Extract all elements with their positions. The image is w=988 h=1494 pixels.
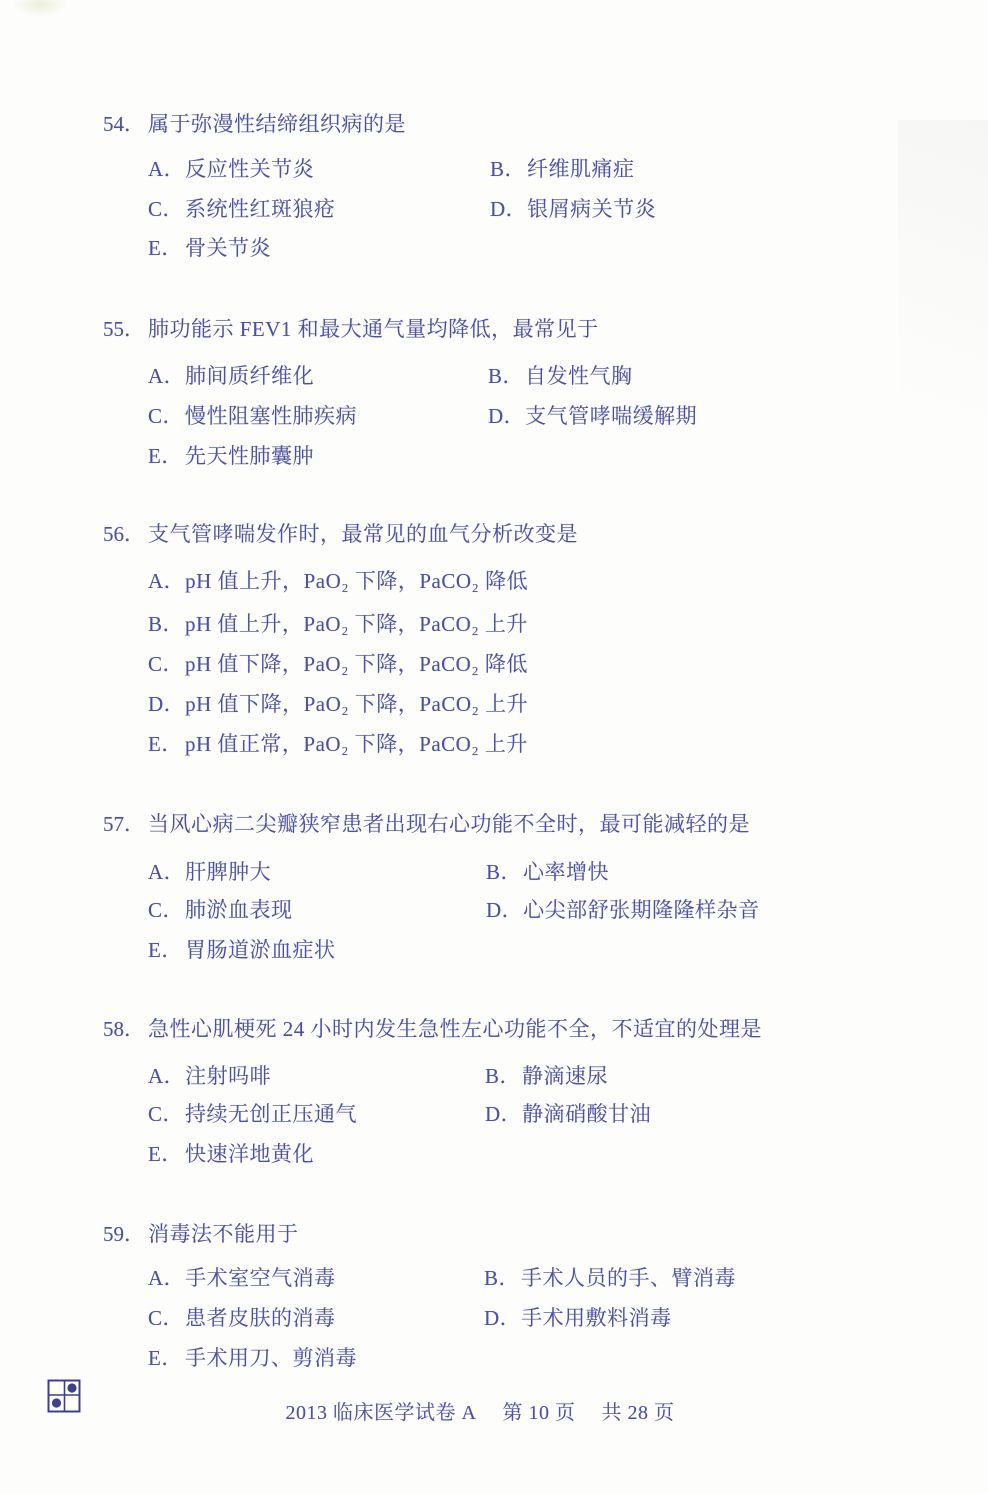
- option-d: [485, 1098, 651, 1128]
- option-label: C．: [148, 1306, 185, 1330]
- option-c: [148, 1302, 336, 1332]
- option-label: A．: [148, 860, 186, 884]
- option-c: [148, 648, 528, 678]
- option-a: [148, 1262, 336, 1292]
- question-stem: 属于弥漫性结缔组织病的是: [148, 112, 406, 136]
- option-text: 心尖部舒张期隆隆样杂音: [523, 898, 760, 922]
- option-d: [484, 1302, 672, 1332]
- option-label: E．: [148, 732, 183, 756]
- option-text: 注射吗啡: [185, 1064, 272, 1088]
- option-text: 肺淤血表现: [185, 898, 293, 922]
- question-stem: 当风心病二尖瓣狭窄患者出现右心功能不全时，最可能减轻的是: [148, 812, 750, 836]
- option-text: 纤维肌痛症: [527, 157, 635, 181]
- option-label: D．: [488, 404, 526, 428]
- option-text: 肝脾肿大: [185, 860, 272, 884]
- question-number: 55．: [103, 317, 145, 341]
- question-stem: 肺功能示 FEV1 和最大通气量均降低，最常见于: [148, 317, 599, 341]
- option-label: B．: [486, 860, 523, 884]
- footer-page-number: 第 10 页: [502, 1402, 576, 1424]
- option-label: D．: [484, 1306, 522, 1330]
- option-text: 先天性肺囊肿: [185, 444, 314, 468]
- option-text: 胃肠道淤血症状: [185, 938, 336, 962]
- option-text: 支气管哮喘缓解期: [525, 404, 698, 428]
- option-d: [488, 400, 697, 430]
- option-label: C．: [148, 1102, 185, 1126]
- option-b: [148, 608, 528, 638]
- option-label: B．: [485, 1064, 522, 1088]
- option-text: 静滴速尿: [522, 1064, 608, 1088]
- option-text: 手术室空气消毒: [185, 1266, 336, 1290]
- option-b: [485, 1060, 608, 1090]
- option-text: 患者皮肤的消毒: [185, 1306, 336, 1330]
- option-c: [148, 400, 357, 430]
- question-number: 57．: [103, 812, 145, 836]
- option-text: 快速洋地黄化: [185, 1142, 314, 1166]
- option-label: C．: [148, 652, 185, 676]
- option-text: pH 值下降，PaO₂ 下降，PaCO₂ 降低: [185, 652, 528, 676]
- question-stem: 急性心肌梗死 24 小时内发生急性左心功能不全，不适宜的处理是: [148, 1017, 762, 1041]
- option-label: E．: [148, 1142, 183, 1166]
- option-a: [148, 1060, 271, 1090]
- option-a: [148, 565, 528, 595]
- option-text: 骨关节炎: [185, 236, 271, 260]
- option-e: [148, 1342, 357, 1372]
- option-label: C．: [148, 404, 185, 428]
- option-text: pH 值上升，PaO₂ 下降，PaCO₂ 上升: [185, 612, 528, 636]
- option-label: B．: [148, 612, 185, 636]
- option-label: A．: [148, 364, 186, 388]
- option-a: [148, 856, 271, 886]
- page-footer: [0, 1396, 988, 1425]
- option-d: [486, 894, 760, 924]
- option-c: [148, 894, 293, 924]
- option-text: 手术用刀、剪消毒: [185, 1346, 357, 1370]
- option-label: E．: [148, 236, 183, 260]
- option-d: [490, 193, 656, 223]
- option-e: [148, 232, 271, 262]
- option-b: [486, 856, 609, 886]
- option-text: 系统性红斑狼疮: [185, 197, 336, 221]
- option-text: pH 值下降，PaO₂ 下降，PaCO₂ 上升: [185, 692, 529, 716]
- option-label: E．: [148, 444, 183, 468]
- option-text: pH 值正常，PaO₂ 下降，PaCO₂ 上升: [185, 732, 528, 756]
- option-e: [148, 440, 314, 470]
- option-label: B．: [484, 1266, 521, 1290]
- option-text: 心率增快: [523, 860, 609, 884]
- scan-streak: [898, 120, 988, 620]
- footer-total-pages: 共 28 页: [601, 1402, 675, 1424]
- option-text: pH 值上升，PaO₂ 下降，PaCO₂ 降低: [185, 569, 529, 593]
- option-label: B．: [490, 157, 527, 181]
- option-label: E．: [148, 1346, 183, 1370]
- option-a: [148, 153, 314, 183]
- question-number: 58．: [103, 1017, 145, 1041]
- question-number: 59．: [103, 1222, 145, 1246]
- question-stem: 支气管哮喘发作时，最常见的血气分析改变是: [148, 522, 578, 546]
- question-number: 54．: [103, 112, 145, 136]
- option-text: 手术用敷料消毒: [521, 1306, 672, 1330]
- option-e: [148, 934, 336, 964]
- option-text: 反应性关节炎: [185, 157, 315, 181]
- footer-exam-title: 2013 临床医学试卷 A: [285, 1402, 477, 1424]
- option-b: [488, 360, 633, 390]
- option-c: [148, 193, 336, 223]
- option-a: [148, 360, 314, 390]
- option-text: 慢性阻塞性肺疾病: [185, 404, 357, 428]
- option-d: [148, 688, 528, 718]
- option-label: A．: [148, 1064, 186, 1088]
- option-label: D．: [485, 1102, 523, 1126]
- option-label: D．: [148, 692, 186, 716]
- option-e: [148, 1138, 314, 1168]
- option-e: [148, 728, 528, 758]
- option-label: B．: [488, 364, 525, 388]
- option-label: C．: [148, 197, 185, 221]
- scan-smudge: [14, 0, 66, 16]
- option-text: 静滴硝酸甘油: [522, 1102, 652, 1126]
- option-label: A．: [148, 569, 186, 593]
- option-b: [490, 153, 635, 183]
- option-text: 肺间质纤维化: [185, 364, 315, 388]
- option-label: D．: [486, 898, 524, 922]
- option-text: 银屑病关节炎: [527, 197, 657, 221]
- question-number: 56．: [103, 522, 145, 546]
- question-stem: 消毒法不能用于: [148, 1222, 299, 1246]
- option-text: 持续无创正压通气: [185, 1102, 357, 1126]
- option-label: D．: [490, 197, 528, 221]
- option-label: E．: [148, 938, 183, 962]
- option-label: A．: [148, 157, 186, 181]
- option-text: 手术人员的手、臂消毒: [521, 1266, 736, 1290]
- option-b: [484, 1262, 736, 1292]
- option-text: 自发性气胸: [525, 364, 633, 388]
- option-label: C．: [148, 898, 185, 922]
- option-c: [148, 1098, 357, 1128]
- option-label: A．: [148, 1266, 186, 1290]
